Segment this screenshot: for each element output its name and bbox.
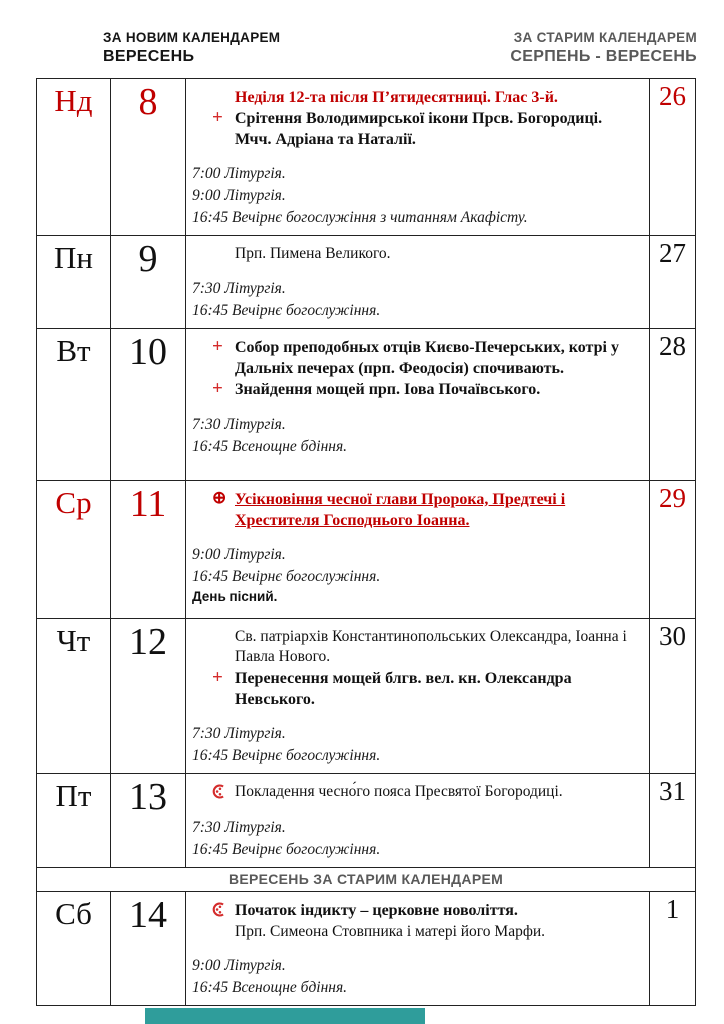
new-calendar-date: 10 [111,329,186,480]
new-calendar-month: ВЕРЕСЕНЬ [103,48,195,65]
day-content [186,79,650,235]
feast-entries [212,489,641,531]
day-row [37,79,695,235]
service-times [192,414,641,458]
circled-cross-marker-icon: ⊕ [212,487,227,507]
service-time: 16:45 Вечірнє богослужіння. [192,840,381,858]
service-time: 7:30 Літургія. [192,818,286,836]
feast-entry-text: Покладення чесно́го пояса Пресвятої Богородиці. [235,782,563,800]
feast-entries [212,337,641,401]
feast-entry-text: Перенесення мощей блгв. вел. кн. Олександра Невського. [235,669,572,708]
feast-entries [212,244,641,264]
new-calendar-label: ЗА НОВИМ КАЛЕНДАРЕМ [103,30,281,45]
cross-marker-icon: + [212,335,223,357]
service-times [192,544,641,588]
feast-entry [212,627,641,668]
feast-entries [212,782,641,804]
doxology-marker-icon [212,899,235,921]
new-calendar-date: 14 [111,892,186,1005]
day-content [186,236,650,327]
day-content [186,329,650,480]
new-calendar-header [103,30,280,66]
new-calendar-date: 9 [111,236,186,327]
feast-entry [212,244,641,264]
service-time: 16:45 Вечірнє богослужіння з читанням Акафісту. [192,209,528,227]
calendar-table [36,78,696,1006]
feast-entry-text: Прп. Пимена Великого. [235,245,391,263]
day-row [37,328,695,480]
day-abbreviation: Пт [37,774,111,867]
day-row [37,618,695,773]
cross-marker-icon: + [212,378,223,399]
feast-entry-text: Прп. Симеона Стовпника і матері його Марфи. [235,922,546,940]
feast-entry [212,900,641,922]
service-time: 16:45 Вечірнє богослужіння. [192,301,381,319]
day-row [37,891,695,1005]
entry-indent [212,921,235,941]
day-abbreviation: Чт [37,619,111,773]
service-time: 9:00 Літургія. [192,546,286,563]
old-calendar-date: 31 [659,775,686,806]
day-content [186,481,650,618]
feast-entry-text: Знайдення мощей прп. Іова Почаївського. [235,381,541,398]
day-abbreviation: Ср [37,481,111,618]
feast-entry-text: Початок індикту – церковне новоліття. [235,901,518,919]
new-calendar-date: 8 [111,79,186,235]
feast-entry-text: Неділя 12-та після П’ятидесятниці. Глас 3-й. [235,89,558,106]
day-note: День пісний. [192,589,278,604]
feast-entry-text: Собор преподобных отців Києво-Печерських, котрі у Дальніх печерах (прп. Феодосія) спочивають. [235,338,619,377]
day-content [186,774,650,867]
entry-indent [212,86,235,107]
service-time: 9:00 Літургія. [192,187,286,205]
old-calendar-month-banner: ВЕРЕСЕНЬ ЗА СТАРИМ КАЛЕНДАРЕМ [37,867,695,891]
service-times [192,723,641,767]
entry-indent [212,243,235,263]
service-time: 16:45 Вечірнє богослужіння. [192,568,381,585]
feast-entries [212,900,641,942]
service-time: 7:30 Літургія. [192,279,286,297]
feast-entry [212,782,641,804]
feast-entry-text: Срітення Володимирської ікони Прсв. Богородиці. Мчч. Адріана та Наталії. [235,110,603,149]
feast-entry [212,108,641,150]
old-calendar-date: 29 [659,482,686,513]
day-row [37,773,695,867]
service-time: 16:45 Всенощне бдіння. [192,979,348,997]
old-calendar-date: 27 [659,238,686,269]
old-calendar-date: 1 [665,893,680,924]
feast-entries [212,627,641,710]
old-calendar-date: 28 [659,330,686,361]
feast-entry [212,379,641,401]
day-content [186,892,650,1005]
service-time: 9:00 Літургія. [192,957,286,975]
feast-entries [212,87,641,150]
day-abbreviation: Пн [37,236,111,327]
new-calendar-date: 13 [111,774,186,867]
doxology-marker-icon [212,781,235,803]
old-calendar-label: ЗА СТАРИМ КАЛЕНДАРЕМ [513,30,697,45]
feast-entry-text: Св. патріархів Константинопольських Олександра, Іоанна і Павла Нового. [235,627,627,666]
new-calendar-date: 12 [111,619,186,773]
feast-entry [212,337,641,379]
feast-entry [212,922,641,942]
day-row [37,235,695,327]
service-time: 7:30 Літургія. [192,415,286,433]
service-time: 7:00 Літургія. [192,165,286,183]
old-calendar-month: СЕРПЕНЬ - ВЕРЕСЕНЬ [510,48,697,65]
day-content [186,619,650,773]
feast-entry [212,668,641,710]
day-abbreviation: Сб [37,892,111,1005]
cross-marker-icon: + [212,107,223,129]
old-calendar-header [510,30,697,66]
service-time: 16:45 Всенощне бдіння. [192,437,348,455]
day-row [37,480,695,618]
service-times [192,817,641,861]
feast-entry [212,489,641,531]
service-times [192,955,641,999]
cross-marker-icon: + [212,666,223,688]
feast-entry [212,87,641,108]
new-calendar-date: 11 [111,481,186,618]
old-calendar-date: 26 [659,81,686,111]
service-time: 16:45 Вечірнє богослужіння. [192,746,381,764]
feast-entry-text: Усікновіння чесної глави Пророка, Предтечі і Хрестителя Господнього Іоанна. [235,490,566,529]
service-time: 7:30 Літургія. [192,724,286,742]
teal-bar [145,1008,425,1024]
entry-indent [212,626,235,667]
old-calendar-date: 30 [659,620,686,651]
service-times [192,278,641,322]
day-abbreviation: Нд [37,79,111,235]
day-abbreviation: Вт [37,329,111,480]
service-times [192,163,641,229]
